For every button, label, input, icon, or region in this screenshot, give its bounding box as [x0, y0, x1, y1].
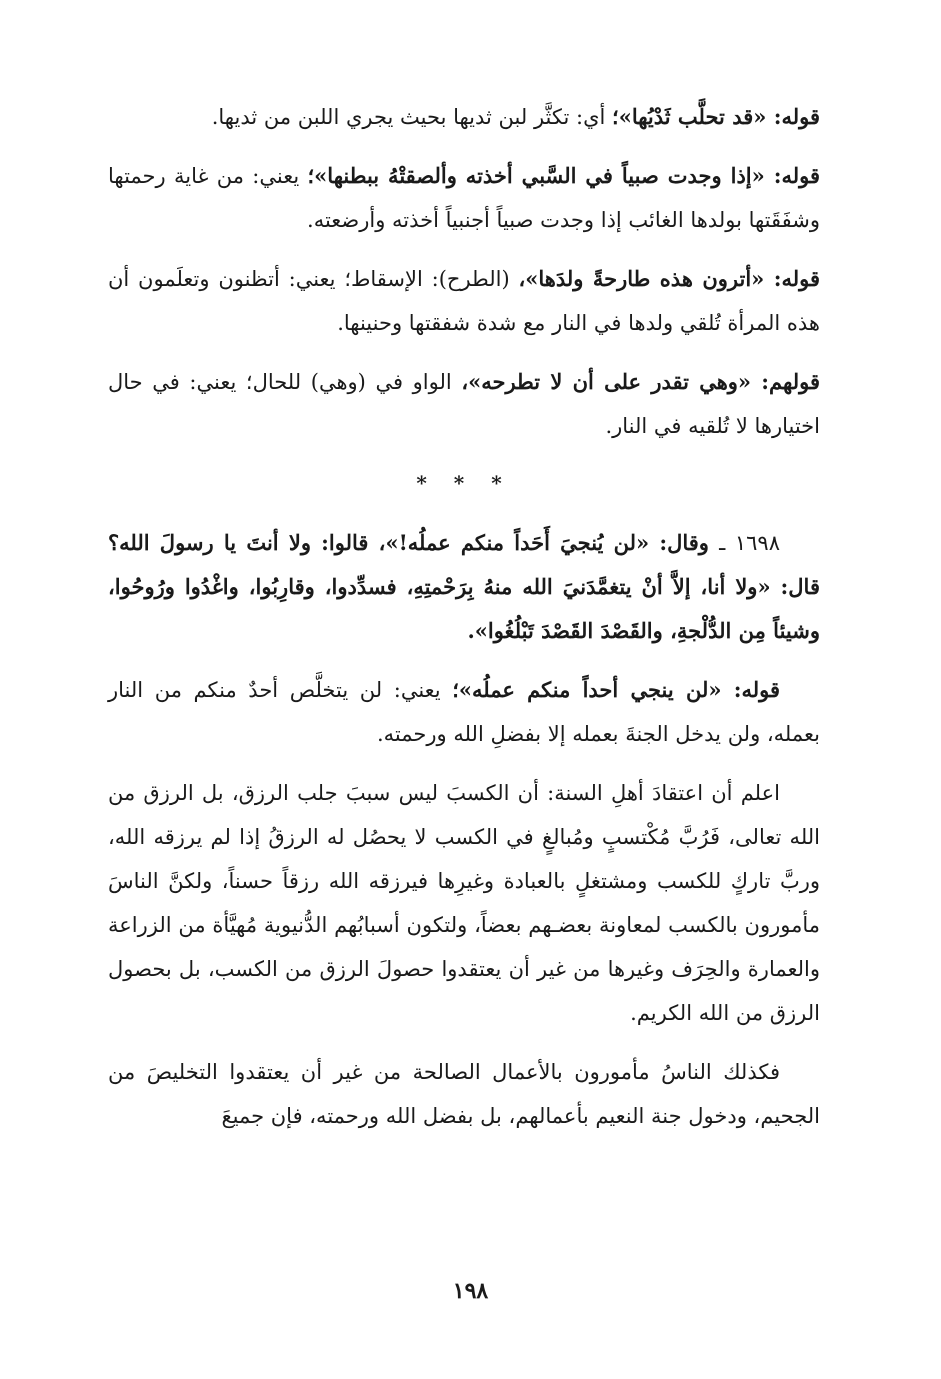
- paragraph-text: يعني: لن يتخلَّص أحدٌ منكم من النار بعمله، ولن يدخل الجنةَ بعمله إلا بفضلِ الله ورحمته.: [108, 678, 820, 746]
- paragraph-lead: قولهم: «وهي تقدر على أن لا تطرحه»،: [461, 369, 820, 394]
- section-separator: * * *: [416, 471, 512, 495]
- paragraph-1: [108, 95, 820, 139]
- hadith-text: [108, 521, 820, 653]
- paragraph-lead: قوله: «أترون هذه طارحةً ولدَها»،: [518, 266, 821, 291]
- paragraph-text: اعلم أن اعتقادَ أهلِ السنة: أن الكسبَ ليس سببَ جلب الرزق، بل الرزق من الله تعالى، فَرُبَّ مُكْتسبٍ ومُبالغٍ في الكسب لا يحصُل له الرزقُ إذا لم يرزقه الله، وربَّ تاركٍ للكسب ومشتغلٍ بالعبادة وغيرِها فيرزقه الله رزقاً حسناً، ولكنَّ الناسَ مأمورون بالكسب لمعاونة بعضـهم بعضاً، ولتكون أسبابُهم الدُّنيوية مُهيَّأة من الزراعة والعمارة والحِرَف وغيرها من غير أن يعتقدوا حصولَ الرزق من الكسب، بل بحصول الرزق من الله الكريم.: [108, 781, 820, 1025]
- paragraph-4: [108, 360, 820, 448]
- paragraph-3: [108, 257, 820, 345]
- paragraph-lead: قوله: «قد تحلَّب ثَدْيُها»؛: [612, 104, 820, 129]
- paragraph-2: [108, 154, 820, 242]
- hadith-number: ١٦٩٨ ـ: [719, 531, 780, 555]
- hadith-body: وقال: «لن يُنجيَ أَحَداً منكم عملُه!»، قالوا: ولا أنتَ يا رسولَ الله؟ قال: «ولا أنا، إلاَّ أنْ يتغمَّدَنيَ الله منهُ بِرَحْمتِهِ، فسدِّدوا، وقارِبُوا، واغْدُوا ورُوحُوا، وشيئاً مِن الدُّلْجةِ، والقَصْدَ القَصْدَ تَبْلُغُوا».: [108, 530, 820, 643]
- commentary-1: [108, 668, 820, 756]
- paragraph-lead: قوله: «لن ينجي أحداً منكم عملُه»؛: [452, 677, 780, 702]
- paragraph-text: أي: تكثَّر لبن ثديها بحيث يجري اللبن من ثديها.: [211, 105, 613, 129]
- paragraph-text: الواو في (وهي) للحال؛ يعني: في حال اختيارها لا تُلقيه في النار.: [108, 370, 820, 438]
- commentary-2: [108, 771, 820, 1035]
- paragraph-text: (الطرح): الإسقاط؛ يعني: أتظنون وتعلَمون أن هذه المرأة تُلقي ولدها في النار مع شدة شفقتها وحنينها.: [108, 267, 820, 335]
- paragraph-text: فكذلك الناسُ مأمورون بالأعمال الصالحة من غير أن يعتقدوا التخليصَ من الجحيم، ودخول جنة النعيم بأعمالهم، بل بفضل الله ورحمته، فإن جميعَ: [108, 1060, 820, 1128]
- paragraph-lead: قوله: «إذا وجدت صبياً في السَّبي أخذته وألصقتْهُ ببطنها»؛: [307, 163, 820, 188]
- commentary-3: [108, 1050, 820, 1138]
- page-number: ١٩٨: [452, 1278, 489, 1304]
- page-body: [108, 95, 820, 1325]
- paragraph-text: يعني: من غاية رحمتها وشفَقَتها بولدها الغائب إذا وجدت صبياً أجنبياً أخذته وأرضعته.: [108, 164, 820, 232]
